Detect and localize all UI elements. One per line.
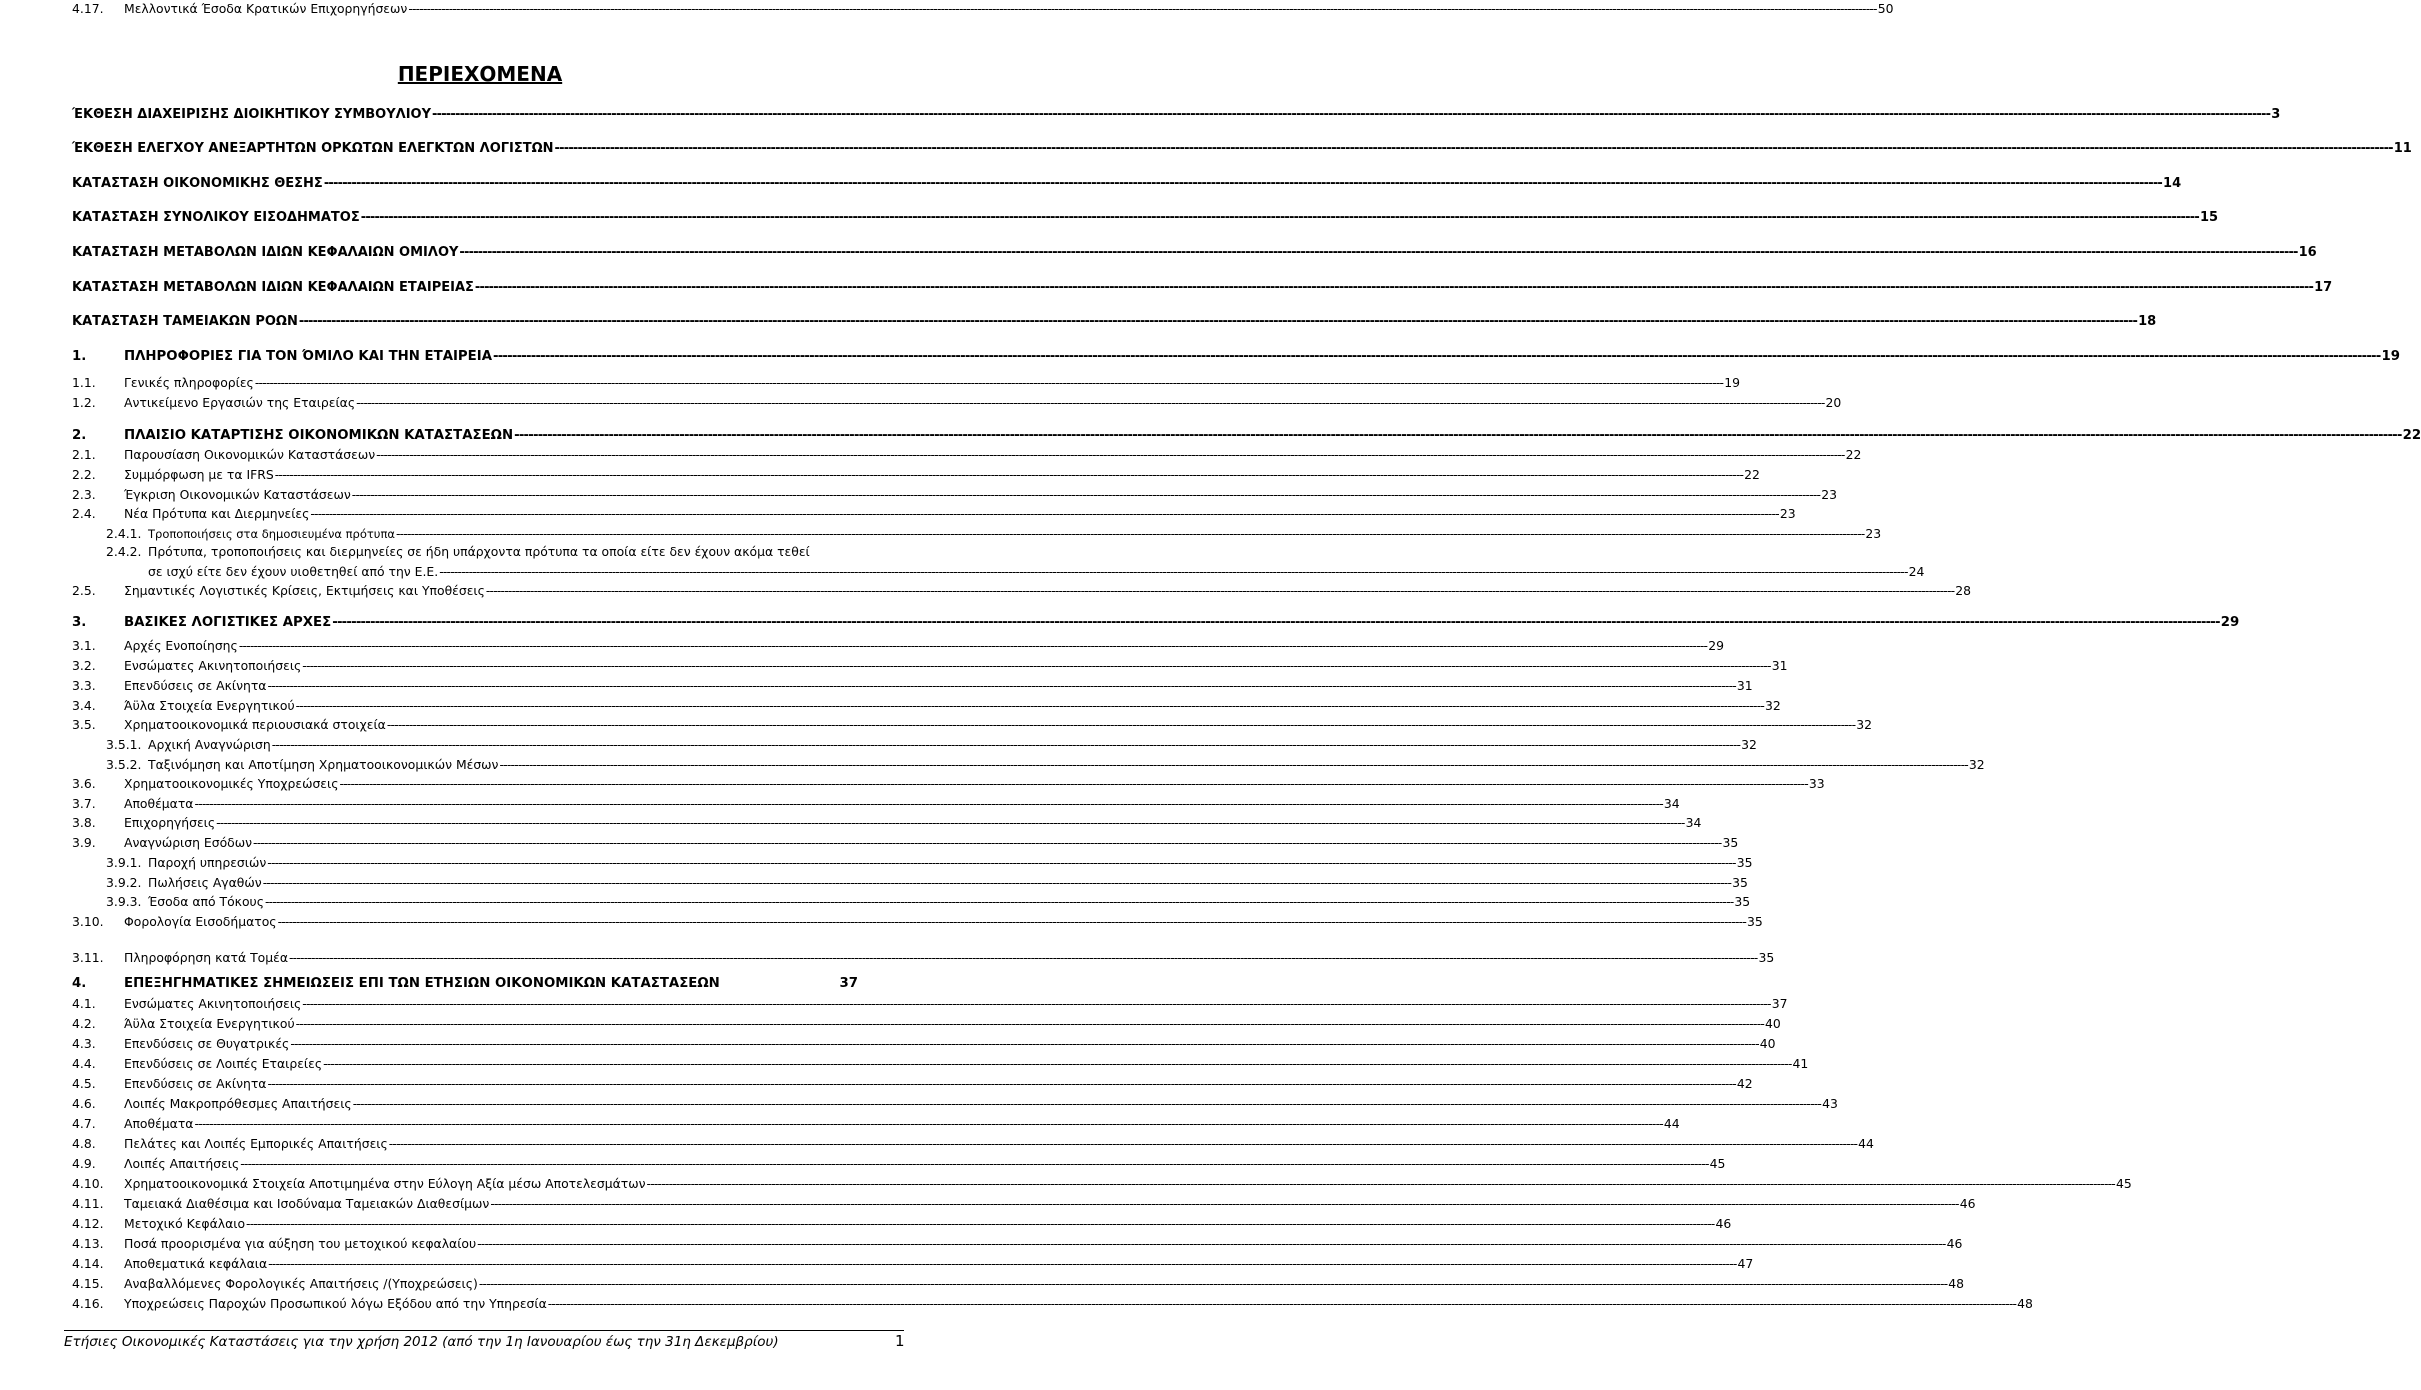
toc-entry[interactable]	[72, 1255, 1754, 1272]
toc-entry[interactable]	[72, 697, 1781, 714]
toc-entry[interactable]	[72, 486, 1837, 503]
toc-page-number: 22	[2402, 428, 2421, 443]
toc-entry[interactable]	[72, 244, 2317, 261]
toc-dot-leader: ----------------------------------------------------------------------------------------------------------------------------------------------------------------------------------------------------------------------------------------------------------------------------------------------------------------------------------------------------------------------------------------------------------------	[547, 1296, 2017, 1311]
toc-dot-leader: ----------------------------------------------------------------------------------------------------------------------------------------------------------------------------------------------------------------------------------------------------------------------------------------------------------------------------------------------------------------------------------------------------------------	[238, 638, 1708, 653]
toc-entry-title: ΈΚΘΕΣΗ ΕΛΕΓΧΟΥ ΑΝΕΞΑΡΤΗΤΩΝ ΟΡΚΩΤΩΝ ΕΛΕΓΚΤΩΝ ΛΟΓΙΣΤΩΝ	[72, 141, 554, 156]
toc-entry-title: ΠΛΗΡΟΦΟΡΙΕΣ ΓΙΑ ΤΟΝ ΌΜΙΛΟ ΚΑΙ ΤΗΝ ΕΤΑΙΡΕΙΑ	[124, 349, 492, 364]
toc-entry[interactable]	[72, 209, 2219, 226]
toc-entry-title: σε ισχύ είτε δεν έχουν υιοθετηθεί από την Ε.Ε.	[148, 564, 439, 579]
toc-entry-number: 4.4.	[72, 1056, 96, 1071]
toc-entry-number: 2.	[72, 428, 87, 443]
toc-dot-leader: ----------------------------------------------------------------------------------------------------------------------------------------------------------------------------------------------------------------------------------------------------------------------------------------------------------------------------------------------------------------------------------------------------------------	[268, 1256, 1737, 1271]
toc-entry-number: 2.1.	[72, 447, 96, 462]
toc-entry[interactable]	[72, 0, 1894, 17]
toc-entry[interactable]	[72, 446, 1862, 463]
toc-dot-leader: ----------------------------------------------------------------------------------------------------------------------------------------------------------------------------------------------------------------------------------------------------------------------------------------------------------------------------------------------------------------------------------------------------------------	[295, 1016, 1765, 1031]
toc-dot-leader: ----------------------------------------------------------------------------------------------------------------------------------------------------------------------------------------------------------------------------------------------------------------------------------------------------------------------------------------------------------------------------------------------------------------	[194, 796, 1663, 811]
toc-page-number: 37	[839, 976, 858, 991]
toc-entry[interactable]	[72, 1115, 1680, 1132]
toc-page-number: 46	[1959, 1196, 1976, 1211]
toc-entry-number: 3.5.	[72, 717, 96, 732]
toc-entry[interactable]	[72, 677, 1753, 694]
toc-page-number: 19	[1724, 375, 1741, 390]
toc-entry-number: 2.5.	[72, 583, 96, 598]
toc-dot-leader: ----------------------------------------------------------------------------------------------------------------------------------------------------------------------------------------------------------------------------------------------------------------------------------------------------------------------------------------------------------------------------------------------------------------	[499, 757, 1968, 772]
toc-entry-number: 3.9.2.	[106, 875, 142, 890]
toc-entry-number: 2.4.2.	[106, 544, 142, 559]
toc-entry-title: Έγκριση Οικονομικών Καταστάσεων	[124, 487, 351, 502]
toc-dot-leader: ----------------------------------------------------------------------------------------------------------------------------------------------------------------------------------------------------------------------------------------------------------------------------------------------------------------------------------------------------------------------------------------------------------------	[267, 1076, 1736, 1091]
toc-entry-title: Αντικείμενο Εργασιών της Εταιρείας	[124, 395, 356, 410]
toc-entry[interactable]	[72, 1195, 1976, 1212]
toc-page-number: 32	[1968, 757, 1985, 772]
toc-entry-number: 4.15.	[72, 1276, 104, 1291]
toc-entry-title: ΚΑΤΑΣΤΑΣΗ ΜΕΤΑΒΟΛΩΝ ΙΔΙΩΝ ΚΕΦΑΛΑΙΩΝ ΟΜΙΛΟΥ	[72, 245, 459, 260]
toc-page-number: 35	[1736, 855, 1753, 870]
toc-page-number: 11	[2393, 141, 2412, 156]
toc-entry-number: 4.7.	[72, 1116, 96, 1131]
toc-entry-title: Λοιπές Μακροπρόθεσμες Απαιτήσεις	[124, 1096, 352, 1111]
toc-dot-leader: ----------------------------------------------------------------------------------------------------------------------------------------------------------------------------------------------------------------------------------------------------------------------------------------------------------------------------------------------------------------------------------------------------------------	[310, 506, 1779, 521]
toc-entry-number: 1.2.	[72, 395, 96, 410]
toc-entry[interactable]	[106, 756, 1985, 773]
toc-entry-number: 3.2.	[72, 658, 96, 673]
toc-dot-leader: ----------------------------------------------------------------------------------------------------------------------------------------------------------------------------------------------------------------------------------------------------------------------------------------------------------------------------------------------------------------------------------------------------------------	[262, 875, 1732, 890]
toc-page-number: 29	[2220, 615, 2240, 630]
toc-entry-title: Ενσώματες Ακινητοποιήσεις	[124, 658, 302, 673]
toc-page-number: 31	[1736, 678, 1753, 693]
toc-entry-number: 2.3.	[72, 487, 96, 502]
toc-entry-title: Αποθέματα	[124, 796, 194, 811]
toc-page-number: 34	[1663, 796, 1680, 811]
toc-entry-title: Επενδύσεις σε Ακίνητα	[124, 1076, 267, 1091]
toc-entry-title: Πληροφόρηση κατά Τομέα	[124, 950, 289, 965]
toc-entry[interactable]	[72, 374, 1741, 391]
toc-entry[interactable]	[72, 814, 1702, 831]
footer-text: Ετήσιες Οικονομικές Καταστάσεις για την χρήση 2012 (από την 1η Ιανουαρίου έως την 31η Δεκεμβρίου)	[64, 1334, 779, 1350]
toc-entry[interactable]	[106, 543, 858, 560]
toc-entry-title: ΚΑΤΑΣΤΑΣΗ ΜΕΤΑΒΟΛΩΝ ΙΔΙΩΝ ΚΕΦΑΛΑΙΩΝ ΕΤΑΙΡΕΙΑΣ	[72, 280, 474, 295]
toc-entry-title: Επιχορηγήσεις	[124, 815, 216, 830]
toc-entry[interactable]	[72, 348, 2401, 365]
toc-entry-title: ΒΑΣΙΚΕΣ ΛΟΓΙΣΤΙΚΕΣ ΑΡΧΕΣ	[124, 615, 332, 630]
toc-entry[interactable]	[106, 893, 1751, 910]
toc-dot-leader: ----------------------------------------------------------------------------------------------------------------------------------------------------------------------------------------------------------------------------------------------------------------------------------------------------------------------------------------------------------------------------------------------------------------	[271, 737, 1741, 752]
toc-entry[interactable]	[106, 874, 1748, 891]
toc-entry-title: Αποθεματικά κεφάλαια	[124, 1256, 268, 1271]
toc-page-number: 42	[1736, 1076, 1753, 1091]
toc-dot-leader: ----------------------------------------------------------------------------------------------------------------------------------------------------------------------------------------------------------------------------------------------------------------------------------------------------------------------------------------------------------------------------------------------------------------	[265, 894, 1734, 909]
toc-entry-title: Αναβαλλόμενες Φορολογικές Απαιτήσεις /(Υποχρεώσεις)	[124, 1276, 478, 1291]
toc-entry-number: 4.6.	[72, 1096, 96, 1111]
toc-page-number: 16	[2298, 245, 2317, 260]
toc-entry-number: 2.2.	[72, 467, 96, 482]
toc-dot-leader: ----------------------------------------------------------------------------------------------------------------------------------------------------------------------------------------------------------------------------------------------------------------------------------------------------------------------------------------------------------------------------------------------------------------	[493, 349, 2381, 364]
toc-entry-title: Ταξινόμηση και Αποτίμηση Χρηματοοικονομικών Μέσων	[148, 757, 499, 772]
toc-entry-number: 2.4.1.	[106, 526, 142, 541]
toc-page-number: 3	[2271, 107, 2281, 122]
toc-page-number: 44	[1663, 1116, 1680, 1131]
toc-page-number: 23	[1779, 506, 1796, 521]
toc-page-number: 20	[1825, 395, 1842, 410]
toc-entry-number: 3.	[72, 615, 87, 630]
toc-entry-number: 3.3.	[72, 678, 96, 693]
toc-page-number: 28	[1955, 583, 1972, 598]
toc-entry-title: Χρηματοοικονομικά Στοιχεία Αποτιμημένα στην Εύλογη Αξία μέσω Αποτελεσμάτων	[124, 1176, 646, 1191]
toc-page-number: 35	[1747, 914, 1763, 929]
toc-entry-title: Σημαντικές Λογιστικές Κρίσεις, Εκτιμήσεις και Υποθέσεις	[124, 583, 485, 598]
toc-page-number: 35	[1722, 835, 1739, 850]
toc-entry-title: Πρότυπα, τροποποιήσεις και διερμηνείες σε ήδη υπάρχοντα πρότυπα τα οποία είτε δεν έχουν ακόμα τεθεί	[148, 544, 810, 559]
toc-entry-number: 4.2.	[72, 1016, 96, 1031]
toc-entry-number: 3.4.	[72, 698, 96, 713]
toc-entry-title: Φορολογία Εισοδήματος	[124, 914, 277, 929]
toc-dot-leader: ----------------------------------------------------------------------------------------------------------------------------------------------------------------------------------------------------------------------------------------------------------------------------------------------------------------------------------------------------------------------------------------------------------------	[332, 615, 2220, 630]
toc-entry-number: 4.8.	[72, 1136, 96, 1151]
toc-entry-number: 3.8.	[72, 815, 96, 830]
toc-entry[interactable]	[72, 1155, 1726, 1172]
toc-entry-title: ΚΑΤΑΣΤΑΣΗ ΤΑΜΕΙΑΚΩΝ ΡΟΩΝ	[72, 314, 298, 329]
toc-dot-leader: ----------------------------------------------------------------------------------------------------------------------------------------------------------------------------------------------------------------------------------------------------------------------------------------------------------------------------------------------------------------------------------------------------------------	[474, 280, 2314, 295]
toc-entry-number: 1.	[72, 349, 87, 364]
toc-entry-number: 3.5.2.	[106, 757, 142, 772]
toc-entry[interactable]	[72, 1055, 1809, 1072]
toc-entry-number: 4.12.	[72, 1216, 104, 1231]
toc-dot-leader: ----------------------------------------------------------------------------------------------------------------------------------------------------------------------------------------------------------------------------------------------------------------------------------------------------------------------------------------------------------------------------------------------------------------	[339, 776, 1808, 791]
toc-page-number: 35	[1732, 875, 1748, 890]
toc-page-number: 46	[1715, 1216, 1732, 1231]
toc-entry[interactable]	[72, 975, 858, 992]
toc-page-number: 37	[1771, 996, 1788, 1011]
toc-entry[interactable]	[148, 563, 1925, 580]
toc-page-number: 35	[1758, 950, 1775, 965]
toc-page-number: 22	[1845, 447, 1862, 462]
footer-divider	[64, 1330, 904, 1331]
toc-entry-title: Νέα Πρότυπα και Διερμηνείες	[124, 506, 310, 521]
toc-entry[interactable]	[72, 582, 1972, 599]
toc-entry-number: 3.9.1.	[106, 855, 142, 870]
toc-entry[interactable]	[72, 795, 1680, 812]
toc-page-number: 46	[1946, 1236, 1963, 1251]
toc-entry-title: Πωλήσεις Αγαθών	[148, 875, 262, 890]
toc-page-number: 29	[1708, 638, 1725, 653]
toc-entry[interactable]	[106, 736, 1757, 753]
toc-page-number: 23	[1865, 526, 1882, 541]
toc-dot-leader: ----------------------------------------------------------------------------------------------------------------------------------------------------------------------------------------------------------------------------------------------------------------------------------------------------------------------------------------------------------------------------------------------------------------	[408, 1, 1877, 16]
toc-dot-leader: ----------------------------------------------------------------------------------------------------------------------------------------------------------------------------------------------------------------------------------------------------------------------------------------------------------------------------------------------------------------------------------------------------------------	[274, 467, 1744, 482]
toc-entry[interactable]	[72, 1095, 1838, 1112]
toc-dot-leader: ----------------------------------------------------------------------------------------------------------------------------------------------------------------------------------------------------------------------------------------------------------------------------------------------------------------------------------------------------------------------------------------------------------------	[485, 583, 1955, 598]
toc-dot-leader: ----------------------------------------------------------------------------------------------------------------------------------------------------------------------------------------------------------------------------------------------------------------------------------------------------------------------------------------------------------------------------------------------------------------	[216, 815, 1685, 830]
toc-entry-title: ΚΑΤΑΣΤΑΣΗ ΣΥΝΟΛΙΚΟΥ ΕΙΣΟΔΗΜΑΤΟΣ	[72, 210, 360, 225]
toc-entry[interactable]	[72, 313, 2157, 330]
toc-dot-leader: ----------------------------------------------------------------------------------------------------------------------------------------------------------------------------------------------------------------------------------------------------------------------------------------------------------------------------------------------------------------------------------------------------------------	[432, 107, 2271, 122]
toc-dot-leader: ----------------------------------------------------------------------------------------------------------------------------------------------------------------------------------------------------------------------------------------------------------------------------------------------------------------------------------------------------------------------------------------------------------------	[290, 1036, 1759, 1051]
toc-entry-title: Συμμόρφωση με τα IFRS	[124, 467, 274, 482]
toc-entry-number: 3.6.	[72, 776, 96, 791]
toc-entry-title: Υποχρεώσεις Παροχών Προσωπικού λόγω Εξόδου από την Υπηρεσία	[124, 1296, 547, 1311]
toc-entry-title: ΈΚΘΕΣΗ ΔΙΑΧΕΙΡΙΣΗΣ ΔΙΟΙΚΗΤΙΚΟΥ ΣΥΜΒΟΥΛΙΟΥ	[72, 107, 431, 122]
toc-entry[interactable]	[72, 427, 2421, 444]
toc-entry-title: Χρηματοοικονομικά περιουσιακά στοιχεία	[124, 717, 386, 732]
toc-entry-title: Ποσά προορισμένα για αύξηση του μετοχικού κεφαλαίου	[124, 1236, 477, 1251]
toc-dot-leader: ----------------------------------------------------------------------------------------------------------------------------------------------------------------------------------------------------------------------------------------------------------------------------------------------------------------------------------------------------------------------------------------------------------------	[277, 914, 1746, 929]
toc-dot-leader: ----------------------------------------------------------------------------------------------------------------------------------------------------------------------------------------------------------------------------------------------------------------------------------------------------------------------------------------------------------------------------------------------------------------	[254, 375, 1724, 390]
toc-entry-number: 3.5.1.	[106, 737, 142, 752]
toc-entry-title: Έσοδα από Τόκους	[148, 894, 264, 909]
toc-entry-number: 4.1.	[72, 996, 96, 1011]
toc-page-number: 34	[1685, 815, 1702, 830]
toc-dot-leader: ----------------------------------------------------------------------------------------------------------------------------------------------------------------------------------------------------------------------------------------------------------------------------------------------------------------------------------------------------------------------------------------------------------------	[253, 835, 1722, 850]
footer-page-number: 1	[895, 1332, 905, 1350]
toc-dot-leader: ----------------------------------------------------------------------------------------------------------------------------------------------------------------------------------------------------------------------------------------------------------------------------------------------------------------------------------------------------------------------------------------------------------------	[459, 245, 2298, 260]
toc-entry-title: Αποθέματα	[124, 1116, 194, 1131]
toc-page-number: 44	[1858, 1136, 1874, 1151]
toc-entry[interactable]	[72, 637, 1725, 654]
toc-dot-leader: ----------------------------------------------------------------------------------------------------------------------------------------------------------------------------------------------------------------------------------------------------------------------------------------------------------------------------------------------------------------------------------------------------------------	[267, 855, 1736, 870]
toc-entry[interactable]	[72, 614, 2240, 631]
toc-entry[interactable]	[72, 716, 1873, 733]
toc-entry[interactable]	[72, 505, 1796, 522]
toc-page-number: 23	[1821, 487, 1837, 502]
toc-entry-title: ΚΑΤΑΣΤΑΣΗ ΟΙΚΟΝΟΜΙΚΗΣ ΘΕΣΗΣ	[72, 176, 323, 191]
toc-entry-number: 2.4.	[72, 506, 96, 521]
toc-entry[interactable]	[72, 949, 1775, 966]
toc-page-number: 40	[1765, 1016, 1781, 1031]
toc-dot-leader: ----------------------------------------------------------------------------------------------------------------------------------------------------------------------------------------------------------------------------------------------------------------------------------------------------------------------------------------------------------------------------------------------------------------	[388, 1136, 1858, 1151]
toc-entry-number: 1.1.	[72, 375, 96, 390]
toc-entry-title: Χρηματοοικονομικές Υποχρεώσεις	[124, 776, 339, 791]
toc-dot-leader: ----------------------------------------------------------------------------------------------------------------------------------------------------------------------------------------------------------------------------------------------------------------------------------------------------------------------------------------------------------------------------------------------------------------	[323, 1056, 1792, 1071]
toc-entry-title: Άϋλα Στοιχεία Ενεργητικού	[124, 698, 295, 713]
toc-dot-leader: ----------------------------------------------------------------------------------------------------------------------------------------------------------------------------------------------------------------------------------------------------------------------------------------------------------------------------------------------------------------------------------------------------------------	[194, 1116, 1663, 1131]
toc-entry[interactable]	[106, 854, 1753, 871]
toc-entry-title: Επενδύσεις σε Λοιπές Εταιρείες	[124, 1056, 323, 1071]
toc-entry-number: 3.11.	[72, 950, 104, 965]
toc-entry-title: Πελάτες και Λοιπές Εμπορικές Απαιτήσεις	[124, 1136, 388, 1151]
toc-entry[interactable]	[72, 913, 1763, 930]
toc-entry-title: Ταμειακά Διαθέσιμα και Ισοδύναμα Ταμειακών Διαθεσίμων	[124, 1196, 490, 1211]
toc-entry-title: Αρχική Αναγνώριση	[148, 737, 271, 752]
toc-dot-leader: ----------------------------------------------------------------------------------------------------------------------------------------------------------------------------------------------------------------------------------------------------------------------------------------------------------------------------------------------------------------------------------------------------------------	[298, 314, 2138, 329]
toc-page-number: 31	[1771, 658, 1788, 673]
toc-entry-number: 4.14.	[72, 1256, 104, 1271]
toc-entry-number: 3.10.	[72, 914, 104, 929]
toc-entry-number: 3.9.	[72, 835, 96, 850]
toc-entry-number: 4.13.	[72, 1236, 104, 1251]
toc-dot-leader: ----------------------------------------------------------------------------------------------------------------------------------------------------------------------------------------------------------------------------------------------------------------------------------------------------------------------------------------------------------------------------------------------------------------	[351, 487, 1821, 502]
toc-entry[interactable]	[72, 394, 1842, 411]
toc-page-number: 19	[2381, 349, 2401, 364]
toc-entry-title: Άϋλα Στοιχεία Ενεργητικού	[124, 1016, 295, 1031]
toc-entry[interactable]	[72, 1235, 1963, 1252]
toc-dot-leader: ----------------------------------------------------------------------------------------------------------------------------------------------------------------------------------------------------------------------------------------------------------------------------------------------------------------------------------------------------------------------------------------------------------------	[352, 1096, 1822, 1111]
toc-entry[interactable]	[72, 1175, 2132, 1192]
toc-page-number: 14	[2163, 176, 2182, 191]
toc-dot-leader: ----------------------------------------------------------------------------------------------------------------------------------------------------------------------------------------------------------------------------------------------------------------------------------------------------------------------------------------------------------------------------------------------------------------	[646, 1176, 2115, 1191]
toc-dot-leader: ----------------------------------------------------------------------------------------------------------------------------------------------------------------------------------------------------------------------------------------------------------------------------------------------------------------------------------------------------------------------------------------------------------------	[246, 1216, 1715, 1231]
toc-entry[interactable]	[72, 140, 2412, 157]
toc-entry[interactable]	[72, 175, 2182, 192]
toc-entry[interactable]	[72, 1035, 1776, 1052]
toc-dot-leader: ----------------------------------------------------------------------------------------------------------------------------------------------------------------------------------------------------------------------------------------------------------------------------------------------------------------------------------------------------------------------------------------------------------------	[267, 678, 1736, 693]
toc-entry-number: 3.1.	[72, 638, 96, 653]
toc-entry[interactable]	[72, 1215, 1732, 1232]
toc-entry-title: Επενδύσεις σε Ακίνητα	[124, 678, 267, 693]
toc-entry-title: Μετοχικό Κεφάλαιο	[124, 1216, 246, 1231]
toc-entry[interactable]	[72, 279, 2333, 296]
toc-dot-leader: ----------------------------------------------------------------------------------------------------------------------------------------------------------------------------------------------------------------------------------------------------------------------------------------------------------------------------------------------------------------------------------------------------------------	[302, 996, 1771, 1011]
toc-dot-leader: ----------------------------------------------------------------------------------------------------------------------------------------------------------------------------------------------------------------------------------------------------------------------------------------------------------------------------------------------------------------------------------------------------------------	[356, 395, 1825, 410]
toc-page-number: 17	[2314, 280, 2333, 295]
toc-dot-leader: ----------------------------------------------------------------------------------------------------------------------------------------------------------------------------------------------------------------------------------------------------------------------------------------------------------------------------------------------------------------------------------------------------------------	[395, 526, 1865, 541]
toc-entry-number: 4.10.	[72, 1176, 104, 1191]
toc-entry-number: 4.	[72, 976, 87, 991]
toc-entry-title: Ενσώματες Ακινητοποιήσεις	[124, 996, 302, 1011]
toc-dot-leader: ----------------------------------------------------------------------------------------------------------------------------------------------------------------------------------------------------------------------------------------------------------------------------------------------------------------------------------------------------------------------------------------------------------------	[439, 564, 1908, 579]
toc-entry-title: Γενικές πληροφορίες	[124, 375, 254, 390]
toc-dot-leader: ----------------------------------------------------------------------------------------------------------------------------------------------------------------------------------------------------------------------------------------------------------------------------------------------------------------------------------------------------------------------------------------------------------------	[477, 1236, 1946, 1251]
toc-entry[interactable]	[72, 1275, 1965, 1292]
toc-dot-leader: ----------------------------------------------------------------------------------------------------------------------------------------------------------------------------------------------------------------------------------------------------------------------------------------------------------------------------------------------------------------------------------------------------------------	[295, 698, 1765, 713]
toc-page-number: 47	[1737, 1256, 1754, 1271]
toc-entry-number: 4.11.	[72, 1196, 104, 1211]
toc-dot-leader: ----------------------------------------------------------------------------------------------------------------------------------------------------------------------------------------------------------------------------------------------------------------------------------------------------------------------------------------------------------------------------------------------------------------	[323, 176, 2163, 191]
toc-page-number: 32	[1765, 698, 1781, 713]
toc-page-number: 22	[1744, 467, 1760, 482]
toc-entry-number: 3.9.3.	[106, 894, 142, 909]
toc-dot-leader: ----------------------------------------------------------------------------------------------------------------------------------------------------------------------------------------------------------------------------------------------------------------------------------------------------------------------------------------------------------------------------------------------------------------	[490, 1196, 1959, 1211]
toc-entry-title: Παρουσίαση Οικονομικών Καταστάσεων	[124, 447, 376, 462]
toc-page-number: 18	[2138, 314, 2157, 329]
toc-entry-number: 4.5.	[72, 1076, 96, 1091]
toc-entry-number: 4.17.	[72, 1, 104, 16]
toc-dot-leader: ----------------------------------------------------------------------------------------------------------------------------------------------------------------------------------------------------------------------------------------------------------------------------------------------------------------------------------------------------------------------------------------------------------------	[478, 1276, 1948, 1291]
toc-entry[interactable]	[72, 657, 1788, 674]
toc-page-number: 45	[1709, 1156, 1726, 1171]
toc-entry-title: ΕΠΕΞΗΓΗΜΑΤΙΚΕΣ ΣΗΜΕΙΩΣΕΙΣ ΕΠΙ ΤΩΝ ΕΤΗΣΙΩΝ ΟΙΚΟΝΟΜΙΚΩΝ ΚΑΤΑΣΤΑΣΕΩΝ	[124, 976, 720, 991]
toc-entry-title: ΠΛΑΙΣΙΟ ΚΑΤΑΡΤΙΣΗΣ ΟΙΚΟΝΟΜΙΚΩΝ ΚΑΤΑΣΤΑΣΕΩΝ	[124, 428, 514, 443]
toc-page-number: 48	[1948, 1276, 1965, 1291]
toc-entry-title: Παροχή υπηρεσιών	[148, 855, 267, 870]
toc-entry[interactable]	[72, 1135, 1874, 1152]
toc-page-number: 32	[1741, 737, 1757, 752]
toc-entry[interactable]	[72, 834, 1739, 851]
toc-entry[interactable]	[72, 106, 2281, 123]
toc-dot-leader: ----------------------------------------------------------------------------------------------------------------------------------------------------------------------------------------------------------------------------------------------------------------------------------------------------------------------------------------------------------------------------------------------------------------	[240, 1156, 1709, 1171]
toc-entry[interactable]	[72, 1075, 1753, 1092]
toc-entry[interactable]	[72, 1015, 1781, 1032]
toc-entry[interactable]	[72, 775, 1825, 792]
toc-entry-title: Λοιπές Απαιτήσεις	[124, 1156, 240, 1171]
toc-page-number: 24	[1908, 564, 1925, 579]
toc-entry-title: Αρχές Ενοποίησης	[124, 638, 238, 653]
toc-page-number: 15	[2199, 210, 2219, 225]
toc-entry-title: Αναγνώριση Εσόδων	[124, 835, 253, 850]
toc-dot-leader: ----------------------------------------------------------------------------------------------------------------------------------------------------------------------------------------------------------------------------------------------------------------------------------------------------------------------------------------------------------------------------------------------------------------	[360, 210, 2199, 225]
toc-page-number: 32	[1856, 717, 1873, 732]
toc-dot-leader: ----------------------------------------------------------------------------------------------------------------------------------------------------------------------------------------------------------------------------------------------------------------------------------------------------------------------------------------------------------------------------------------------------------------	[514, 428, 2402, 443]
toc-page-number: 43	[1822, 1096, 1838, 1111]
toc-entry[interactable]	[106, 525, 1882, 543]
toc-entry-number: 4.16.	[72, 1296, 104, 1311]
toc-dot-leader: ----------------------------------------------------------------------------------------------------------------------------------------------------------------------------------------------------------------------------------------------------------------------------------------------------------------------------------------------------------------------------------------------------------------	[554, 141, 2393, 156]
toc-entry[interactable]	[72, 1295, 2033, 1312]
toc-entry-number: 4.9.	[72, 1156, 96, 1171]
toc-entry[interactable]	[72, 995, 1788, 1012]
toc-dot-leader: ----------------------------------------------------------------------------------------------------------------------------------------------------------------------------------------------------------------------------------------------------------------------------------------------------------------------------------------------------------------------------------------------------------------	[302, 658, 1771, 673]
toc-entry[interactable]	[72, 466, 1760, 483]
toc-page-number: 33	[1808, 776, 1825, 791]
toc-entry-number: 3.7.	[72, 796, 96, 811]
toc-page-number: 48	[2017, 1296, 2033, 1311]
toc-dot-leader: ----------------------------------------------------------------------------------------------------------------------------------------------------------------------------------------------------------------------------------------------------------------------------------------------------------------------------------------------------------------------------------------------------------------	[386, 717, 1856, 732]
toc-page-number: 41	[1792, 1056, 1809, 1071]
toc-page-number: 50	[1877, 1, 1894, 16]
toc-page-number: 35	[1734, 894, 1751, 909]
toc-dot-leader: ----------------------------------------------------------------------------------------------------------------------------------------------------------------------------------------------------------------------------------------------------------------------------------------------------------------------------------------------------------------------------------------------------------------	[376, 447, 1845, 462]
toc-entry-title: Μελλοντικά Έσοδα Κρατικών Επιχορηγήσεων	[124, 1, 408, 16]
toc-title: ΠΕΡΙΕΧΟΜΕΝΑ	[397, 62, 563, 86]
toc-entry-title: Τροποποιήσεις στα δημοσιευμένα πρότυπα	[148, 527, 395, 541]
toc-entry-title: Επενδύσεις σε Θυγατρικές	[124, 1036, 290, 1051]
toc-dot-leader: ----------------------------------------------------------------------------------------------------------------------------------------------------------------------------------------------------------------------------------------------------------------------------------------------------------------------------------------------------------------------------------------------------------------	[289, 950, 1758, 965]
toc-page-number: 45	[2115, 1176, 2132, 1191]
toc-entry-number: 4.3.	[72, 1036, 96, 1051]
toc-page-number: 40	[1759, 1036, 1776, 1051]
